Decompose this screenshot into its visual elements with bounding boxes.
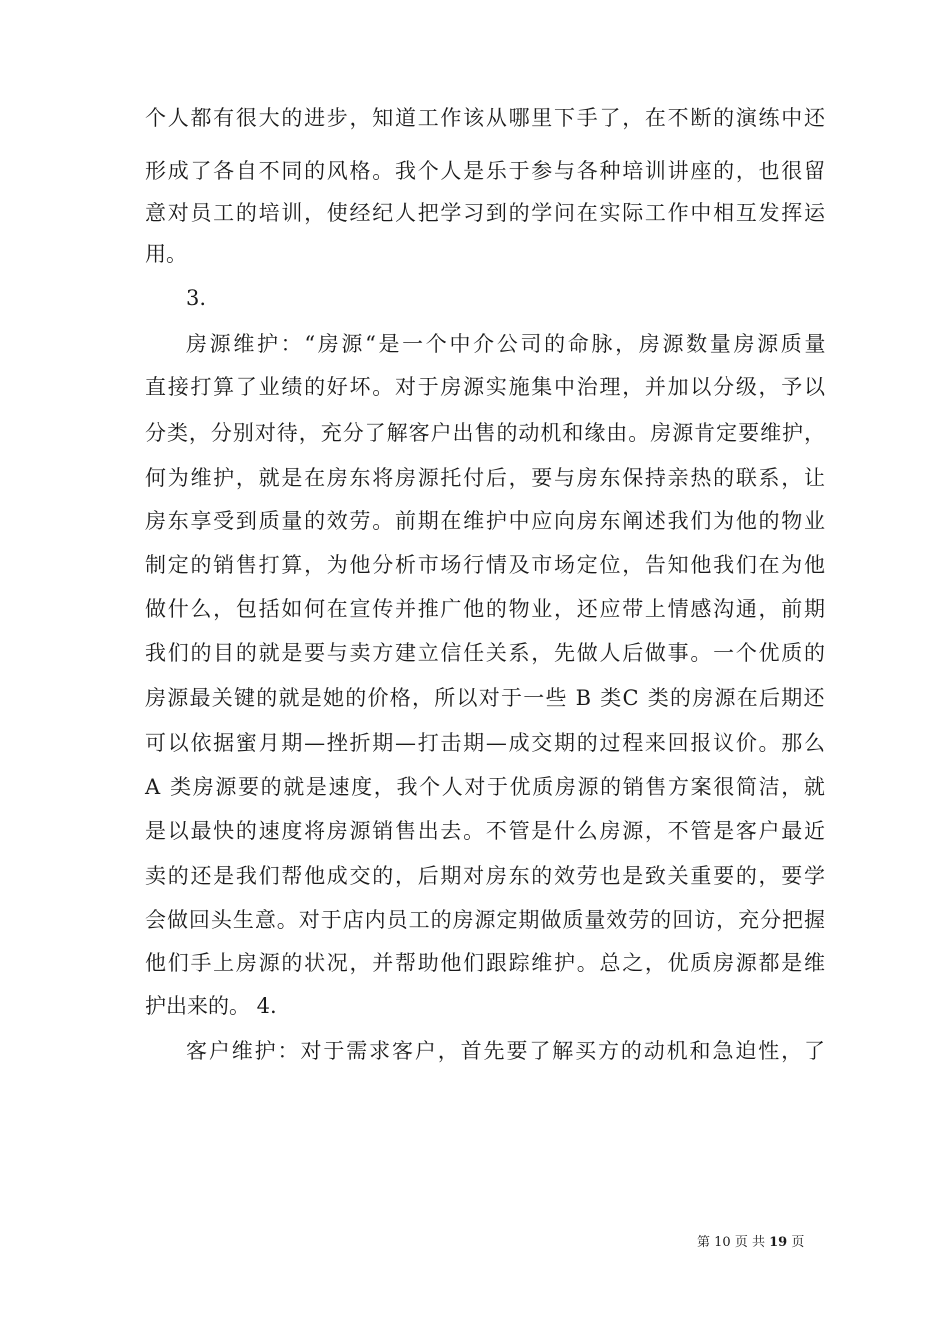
page-footer <box>697 1231 804 1250</box>
paragraph-line: 直接打算了业绩的好坏。对于房源实施集中治理，并加以分级，予以 <box>145 375 827 399</box>
paragraph-line: 形成了各自不同的风格。我个人是乐于参与各种培训讲座的，也很留 <box>145 159 827 183</box>
paragraph-line: 个人都有很大的进步，知道工作该从哪里下手了，在不断的演练中还 <box>145 106 827 130</box>
paragraph-line: 用。 <box>145 242 187 266</box>
paragraph-line: 制定的销售打算，为他分析市场行情及市场定位，告知他我们在为他 <box>145 553 827 577</box>
footer-suffix: 页 <box>791 1235 805 1250</box>
section-number: 3. <box>186 286 207 310</box>
paragraph-line: 房源最关键的就是她的价格，所以对于一些 B 类C 类的房源在后期还 <box>145 686 826 710</box>
paragraph-line: 意对员工的培训，使经纪人把学习到的学问在实际工作中相互发挥运 <box>145 201 827 225</box>
total-page-number: 19 <box>769 1235 788 1250</box>
current-page-number: 10 <box>714 1235 731 1250</box>
paragraph-line: 护出来的。 4. <box>145 994 277 1018</box>
paragraph-line: 分类，分别对待，充分了解客户出售的动机和缘由。房源肯定要维护， <box>145 421 826 445</box>
paragraph-line: 客户维护：对于需求客户，首先要了解买方的动机和急迫性，了 <box>186 1039 827 1063</box>
paragraph-line: A 类房源要的就是速度，我个人对于优质房源的销售方案很简洁，就 <box>145 775 827 799</box>
paragraph-line: 做什么，包括如何在宣传并推广他的物业，还应带上情感沟通，前期 <box>145 597 827 621</box>
paragraph-line: 他们手上房源的状况，并帮助他们跟踪维护。总之，优质房源都是维 <box>145 951 827 975</box>
paragraph-line: 卖的还是我们帮他成交的，后期对房东的效劳也是致关重要的，要学 <box>145 864 827 888</box>
paragraph-line: 房东享受到质量的效劳。前期在维护中应向房东阐述我们为他的物业 <box>145 509 827 533</box>
footer-middle: 页 共 <box>734 1235 765 1250</box>
footer-prefix: 第 <box>697 1235 711 1250</box>
paragraph-line: 可以依据蜜月期—挫折期—打击期—成交期的过程来回报议价。那么 <box>145 731 827 755</box>
paragraph-line: 我们的目的就是要与卖方建立信任关系，先做人后做事。一个优质的 <box>145 641 827 665</box>
paragraph-line: 何为维护，就是在房东将房源托付后，要与房东保持亲热的联系，让 <box>145 466 827 490</box>
paragraph-line: 房源维护：“房源“是一个中介公司的命脉，房源数量房源质量 <box>186 332 829 356</box>
paragraph-line: 会做回头生意。对于店内员工的房源定期做质量效劳的回访，充分把握 <box>145 908 826 932</box>
paragraph-line: 是以最快的速度将房源销售出去。不管是什么房源，不管是客户最近 <box>145 819 827 843</box>
